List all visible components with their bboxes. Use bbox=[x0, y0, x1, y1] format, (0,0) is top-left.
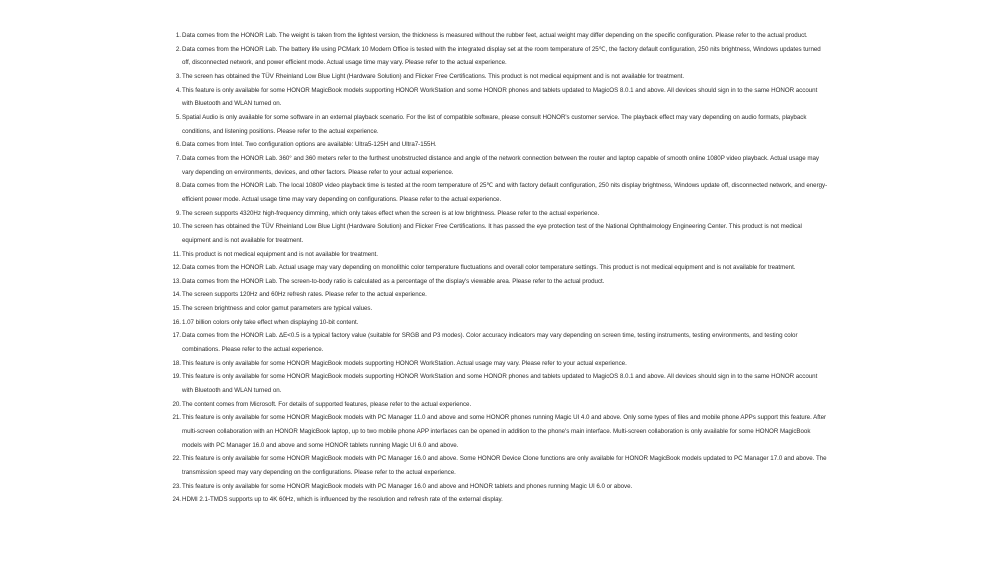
note-text: Data comes from the HONOR Lab. The local 1080P video playback time is tested at the room temperature of 25℃ and with factory default configuration, 250 nits display brightness, Windows update off, disconnected network, and energy-efficient power mode. Actual usage time may vary depending on configurations. Please refer to the actual experience. bbox=[182, 182, 828, 203]
disclaimer-note bbox=[176, 152, 828, 179]
disclaimer-note bbox=[176, 43, 828, 70]
disclaimer-note bbox=[172, 411, 828, 452]
note-text: The screen supports 120Hz and 60Hz refresh rates. Please refer to the actual experience. bbox=[182, 291, 427, 299]
note-number: 13. bbox=[172, 277, 181, 285]
disclaimer-note bbox=[172, 288, 828, 302]
note-number: 20. bbox=[172, 400, 181, 408]
note-text: This feature is only available for some HONOR MagicBook models supporting HONOR WorkStation and some HONOR phones and tablets updated to MagicOS 8.0.1 and above. All devices should sign in to the same HONOR account with Bluetooth and WLAN turned on. bbox=[182, 86, 818, 108]
disclaimer-note bbox=[176, 70, 828, 84]
note-number: 6. bbox=[175, 141, 181, 149]
note-number: 22. bbox=[172, 455, 181, 463]
disclaimer-note bbox=[172, 302, 828, 316]
disclaimer-note bbox=[176, 84, 828, 111]
disclaimer-note bbox=[176, 138, 828, 152]
disclaimer-note bbox=[176, 179, 828, 206]
note-text: Data comes from the HONOR Lab. The battery life using PCMark 10 Modern Office is tested with the integrated display set at the room temperature of 25℃, the factory default configuration, 250 nits brightness, Windows updates turned off, disconnected network, and power efficient mode. Actual usage time may vary. Please refer to the actual experience. bbox=[182, 45, 821, 67]
note-number: 9. bbox=[175, 209, 181, 217]
disclaimer-note bbox=[172, 329, 828, 356]
disclaimer-note bbox=[176, 207, 828, 221]
note-number: 1. bbox=[175, 32, 181, 39]
disclaimer-note bbox=[172, 398, 828, 412]
note-text: The content comes from Microsoft. For details of supported features, please refer to the actual experience. bbox=[182, 400, 472, 408]
note-number: 4. bbox=[175, 86, 181, 94]
disclaimer-note bbox=[172, 248, 828, 262]
disclaimer-note bbox=[172, 452, 828, 479]
note-text: Data comes from the HONOR Lab. ΔE<0.5 is a typical factory value (suitable for SRGB and P3 modes). Color accuracy indicators may vary depending on screen time, testing instruments, testing environments, and testing color combinations. Please refer to the actual experience. bbox=[182, 332, 798, 354]
note-text: The screen has obtained the TÜV Rheinland Low Blue Light (Hardware Solution) and Flicker Free Certifications. It has passed the eye protection test of the National Ophthalmology Engineering Center. This product is not medical equipment and is not available for treatment. bbox=[182, 223, 802, 244]
note-number: 12. bbox=[172, 264, 181, 272]
note-number: 15. bbox=[172, 305, 181, 313]
note-text: The screen supports 4320Hz high-frequency dimming, which only takes effect when the screen is at low brightness. Please refer to the actual experience. bbox=[182, 209, 600, 217]
disclaimer-note bbox=[172, 357, 828, 371]
disclaimer-note bbox=[176, 29, 828, 43]
note-text: HDMI 2.1-TMDS supports up to 4K 60Hz, which is influenced by the resolution and refresh rate of the external display. bbox=[182, 496, 503, 504]
note-number: 19. bbox=[172, 373, 181, 381]
note-number: 8. bbox=[175, 182, 181, 190]
note-number: 14. bbox=[172, 291, 181, 299]
note-text: This feature is only available for some HONOR MagicBook models supporting HONOR WorkStation. Actual usage may vary. Please refer to your actual experience. bbox=[182, 359, 627, 367]
note-text: The screen has obtained the TÜV Rheinland Low Blue Light (Hardware Solution) and Flicker Free Certifications. This product is not medical equipment and is not available for treatment. bbox=[182, 72, 685, 80]
note-text: Data comes from the HONOR Lab. Actual usage may vary depending on monolithic color temperature fluctuations and overall color temperature settings. This product is not medical equipment and is not available for treatment. bbox=[182, 264, 796, 272]
note-number: 10. bbox=[172, 223, 181, 231]
note-text: This feature is only available for some HONOR MagicBook models supporting HONOR WorkStation and some HONOR phones and tablets updated to MagicOS 8.0.1 and above. All devices should sign in to the same HONOR account with Bluetooth and WLAN turned on. bbox=[182, 373, 818, 395]
note-number: 23. bbox=[172, 482, 181, 490]
disclaimer-list bbox=[172, 29, 828, 507]
disclaimer-note bbox=[172, 275, 828, 289]
note-text: Data comes from the HONOR Lab. 360° and 360 meters refer to the furthest unobstructed distance and angle of the network connection between the router and laptop capable of smooth online 1080P video playback. Actual usage may vary depending on environments, devices, and other factors. Please refer to your actual experience. bbox=[182, 154, 819, 176]
note-text: This feature is only available for some HONOR MagicBook models with PC Manager 16.0 and above and HONOR tablets and phones running Magic UI 6.0 or above. bbox=[182, 482, 633, 490]
note-text: This feature is only available for some HONOR MagicBook models with PC Manager 16.0 and above. Some HONOR Device Clone functions are only available for HONOR MagicBook models updated to PC Manager 17.0 and above. The transmission speed may vary depending on the configurations. Please refer to the actual experience. bbox=[182, 455, 827, 476]
note-text: The screen brightness and color gamut parameters are typical values. bbox=[182, 305, 373, 313]
note-number: 16. bbox=[172, 318, 181, 326]
disclaimer-note bbox=[172, 480, 828, 494]
disclaimer-note bbox=[172, 220, 828, 247]
note-number: 21. bbox=[172, 414, 181, 422]
note-text: Data comes from the HONOR Lab. The weight is taken from the lightest version, the thickness is measured without the rubber feet, actual weight may differ depending on the specific configuration. Please refer to the actual product. bbox=[182, 32, 808, 39]
note-number: 17. bbox=[172, 332, 181, 340]
note-text: This product is not medical equipment and is not available for treatment. bbox=[182, 250, 378, 258]
note-number: 18. bbox=[172, 359, 181, 367]
note-number: 11. bbox=[172, 250, 181, 258]
note-text: Data comes from Intel. Two configuration options are available: Ultra5-125H and Ultra7-155H. bbox=[182, 141, 437, 149]
note-text: 1.07 billion colors only take effect when displaying 10-bit content. bbox=[182, 318, 359, 326]
note-number: 24. bbox=[172, 496, 181, 504]
note-number: 2. bbox=[175, 45, 181, 53]
note-number: 5. bbox=[175, 113, 181, 121]
note-text: Spatial Audio is only available for some software in an external playback scenario. For the list of compatible software, please consult HONOR's customer service. The playback effect may vary depending on audio formats, playback conditions, and listening positions. Please refer to the actual experience. bbox=[182, 113, 807, 135]
disclaimer-note bbox=[176, 111, 828, 138]
note-number: 7. bbox=[175, 154, 181, 162]
disclaimer-note bbox=[172, 370, 828, 397]
note-text: Data comes from the HONOR Lab. The screen-to-body ratio is calculated as a percentage of the display's viewable area. Please refer to the actual product. bbox=[182, 277, 605, 285]
disclaimer-note bbox=[172, 261, 828, 275]
disclaimer-note bbox=[172, 493, 828, 507]
note-number: 3. bbox=[175, 72, 181, 80]
disclaimer-note bbox=[172, 316, 828, 330]
note-text: This feature is only available for some HONOR MagicBook models with PC Manager 11.0 and above and some HONOR phones running Magic UI 4.0 and above. Only some types of files and mobile phone APPs support this feature. After multi-screen collaboration with an HONOR MagicBook laptop, up to two mobile phone APP interfaces can be opened in addition to the phone's main interface. Multi-screen collaboration is only available for some HONOR MagicBook models with PC Manager 16.0 and above and some HONOR tablets running Magic UI 6.0 and above. bbox=[182, 414, 827, 449]
